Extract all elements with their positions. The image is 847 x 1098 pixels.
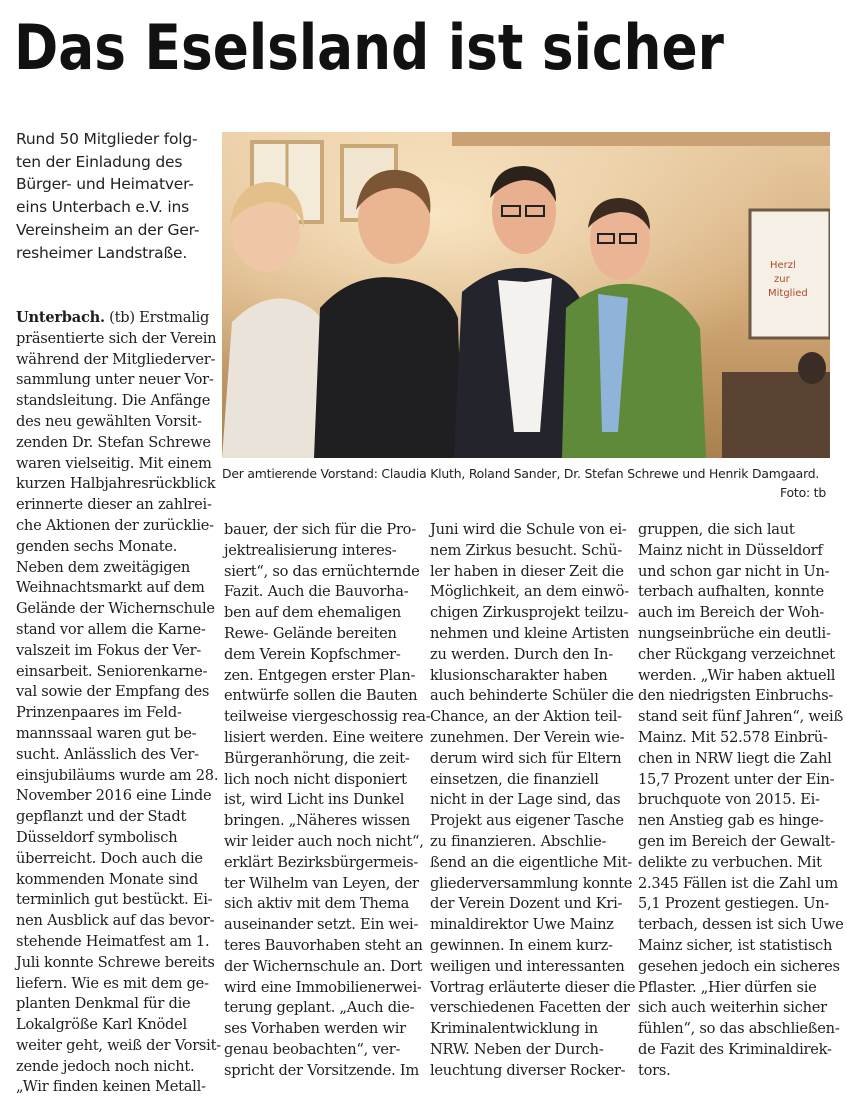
column-line: NRW. Neben der Durch- xyxy=(430,1040,604,1058)
article-column-2 xyxy=(224,520,431,1082)
dateline: Unterbach. xyxy=(16,309,105,326)
column-line: auseinander setzt. Ein wei- xyxy=(224,916,419,934)
column-line: überreicht. Doch auch die xyxy=(16,849,203,867)
column-line: sucht. Anlässlich des Ver- xyxy=(16,745,199,763)
column-line: nehmen und kleine Artisten xyxy=(430,624,630,642)
column-line: gesehen jedoch ein sicheres xyxy=(638,957,840,975)
article-column-3 xyxy=(430,520,636,1082)
group-photo xyxy=(222,132,830,458)
column-line: einsarbeit. Seniorenkarne- xyxy=(16,662,208,680)
column-line: weiter geht, weiß der Vorsit- xyxy=(16,1036,221,1054)
column-line: dem Verein Kopfschmer- xyxy=(224,645,401,663)
column-line: einsetzen, die finanziell xyxy=(430,770,599,788)
column-line: valszeit im Fokus der Ver- xyxy=(16,641,202,659)
column-line: Juli konnte Schrewe bereits xyxy=(16,953,215,971)
column-line: standsleitung. Die Anfänge xyxy=(16,392,211,410)
column-line: Mainz. Mit 52.578 Einbrü- xyxy=(638,728,828,746)
column-line: Rund 50 Mitglieder folg- xyxy=(16,130,198,148)
column-line: Juni wird die Schule von ei- xyxy=(430,521,627,538)
column-line: eins Unterbach e.V. ins xyxy=(16,198,189,217)
headline: Das Eselsland ist sicher xyxy=(14,11,724,84)
column-line: nicht in der Lage sind, das xyxy=(430,791,621,809)
slide-text-3: Mitglied xyxy=(768,288,808,299)
column-line: auch behinderte Schüler die xyxy=(430,687,634,705)
column-line: tors. xyxy=(638,1061,671,1079)
column-line: wir leider auch noch nicht“, xyxy=(224,832,424,850)
photo-caption xyxy=(222,464,830,502)
column-line: ter Wilhelm van Leyen, der xyxy=(224,874,419,892)
column-line: „Wir finden keinen Metall- xyxy=(16,1078,206,1096)
column-line: Mainz nicht in Düsseldorf xyxy=(638,541,823,559)
column-line: 2.345 Fällen ist die Zahl um xyxy=(638,874,838,892)
column-line: des neu gewählten Vorsit- xyxy=(16,412,202,430)
column-line: planten Denkmal für die xyxy=(16,995,191,1013)
column-line: terbach, dessen ist sich Uwe xyxy=(638,916,844,934)
column-line: entwürfe sollen die Bauten xyxy=(224,687,418,705)
column-line: derum wird sich für Eltern xyxy=(430,749,622,767)
column-line: fühlen“, so das abschließen- xyxy=(638,1020,840,1038)
column-line: Projekt aus eigener Tasche xyxy=(430,812,624,830)
column-line: teilweise viergeschossig rea- xyxy=(224,708,431,726)
column-line: Prinzenpaares im Feld- xyxy=(16,704,182,722)
column-line: zenden Dr. Stefan Schrewe xyxy=(16,433,211,451)
column-line: bruchquote von 2015. Ei- xyxy=(638,791,820,809)
column-line: Rewe- Gelände bereiten xyxy=(224,624,397,642)
column-line: stand seit fünf Jahren“, weiß xyxy=(638,708,843,726)
column-line: delikte zu verbuchen. Mit xyxy=(638,853,822,871)
column-line: Vereinsheim an der Ger- xyxy=(16,220,200,239)
column-line: kommenden Monate sind xyxy=(16,870,198,888)
column-line: Chance, an der Aktion teil- xyxy=(430,708,622,726)
column-line: resheimer Landstraße. xyxy=(16,243,188,262)
column-line: stehende Heimatfest am 1. xyxy=(16,932,210,950)
column-line: gewinnen. In einem kurz- xyxy=(430,936,613,954)
column-line: ler haben in dieser Zeit die xyxy=(430,562,624,580)
column-line: teres Bauvorhaben steht an xyxy=(224,936,423,954)
column-line: sich auch weiterhin sicher xyxy=(638,999,827,1017)
photo-illustration xyxy=(222,132,830,458)
column-line: nen Anstieg gab es hinge- xyxy=(638,812,824,830)
column-line: 5,1 Prozent gestiegen. Un- xyxy=(638,895,830,913)
column-line: (tb) Erstmalig xyxy=(104,309,210,326)
column-line: zu finanzieren. Abschlie- xyxy=(430,832,607,850)
column-line: gen im Bereich der Gewalt- xyxy=(638,832,836,850)
column-line: ten der Einladung des xyxy=(16,152,183,171)
column-line: che Aktionen der zurücklie- xyxy=(16,516,214,534)
column-line: während der Mitgliederver- xyxy=(16,350,216,368)
column-line: Vortrag erläuterte dieser die xyxy=(430,978,636,996)
column-line: Lokalgröße Karl Knödel xyxy=(16,1016,187,1034)
column-line: auch im Bereich der Woh- xyxy=(638,604,825,622)
column-line: ben auf dem ehemaligen xyxy=(224,604,402,622)
column-line: bringen. „Näheres wissen xyxy=(224,812,411,830)
column-line: zunehmen. Der Verein wie- xyxy=(430,728,625,746)
column-line: Fazit. Auch die Bauvorha- xyxy=(224,583,409,601)
column-line: lisiert werden. Eine weitere xyxy=(224,728,424,746)
column-line: Pflaster. „Hier dürfen sie xyxy=(638,978,817,996)
column-line: chen in NRW liegt die Zahl xyxy=(638,749,832,767)
column-line: lich noch nicht disponiert xyxy=(224,770,407,788)
column-line: zende jedoch noch nicht. xyxy=(16,1057,195,1075)
column-line: zen. Entgegen erster Plan- xyxy=(224,666,416,684)
column-line: werden. „Wir haben aktuell xyxy=(638,666,836,684)
column-line: ses Vorhaben werden wir xyxy=(224,1020,406,1038)
column-line: präsentierte sich der Verein xyxy=(16,329,217,347)
column-line: der Verein Dozent und Kri- xyxy=(430,895,623,913)
column-line: einsjubiläums wurde am 28. xyxy=(16,766,219,784)
column-line: der Wichernschule an. Dort xyxy=(224,957,423,975)
lead-paragraph xyxy=(16,128,214,264)
column-line: erklärt Bezirksbürgermeis- xyxy=(224,853,419,871)
column-line: siert“, so das ernüchternde xyxy=(224,562,420,580)
column-line: Möglichkeit, an dem einwö- xyxy=(430,583,629,601)
column-line: Neben dem zweitägigen xyxy=(16,558,191,576)
column-line: jektrealisierung interes- xyxy=(224,541,397,559)
column-line: terminlich gut bestückt. Ei- xyxy=(16,891,213,909)
column-line: ist, wird Licht ins Dunkel xyxy=(224,791,405,809)
column-line: nungseinbrüche ein deutli- xyxy=(638,624,831,642)
column-line: weiligen und interessanten xyxy=(430,957,625,975)
column-line: erinnerte dieser an zahlrei- xyxy=(16,496,212,514)
column-line: Weihnachtsmarkt auf dem xyxy=(16,579,205,597)
column-line: chigen Zirkusprojekt teilzu- xyxy=(430,604,629,622)
column-line: mannssaal waren gut be- xyxy=(16,724,197,742)
column-line: November 2016 eine Linde xyxy=(16,787,212,805)
column-line: Kriminalentwicklung in xyxy=(430,1020,598,1038)
column-line: Gelände der Wichernschule xyxy=(16,600,215,618)
column-line: 15,7 Prozent unter der Ein- xyxy=(638,770,835,788)
column-line: genden sechs Monate. xyxy=(16,537,178,555)
column-line: zu werden. Durch den In- xyxy=(430,645,613,663)
column-line: gruppen, die sich laut xyxy=(638,521,795,538)
column-line: und schon gar nicht in Un- xyxy=(638,562,830,580)
slide-text-2: zur xyxy=(774,274,790,285)
column-line: bauer, der sich für die Pro- xyxy=(224,521,416,538)
column-line: liefern. Wie es mit dem ge- xyxy=(16,974,209,992)
column-line: genau beobachten“, ver- xyxy=(224,1040,401,1058)
article-column-1 xyxy=(16,308,221,1098)
column-line: cher Rückgang verzeichnet xyxy=(638,645,835,663)
column-line: sich aktiv mit dem Thema xyxy=(224,895,410,913)
column-line: stand vor allem die Karne- xyxy=(16,620,206,638)
slide-text-1: Herzl xyxy=(770,260,796,271)
column-line: val sowie der Empfang des xyxy=(16,683,210,701)
column-line: Düsseldorf symbolisch xyxy=(16,828,178,846)
caption-text: Der amtierende Vorstand: Claudia Kluth, Roland Sander, Dr. Stefan Schrewe und Henrik Damgaard. xyxy=(222,466,820,481)
column-line: den niedrigsten Einbruchs- xyxy=(638,687,834,705)
column-line: gepflanzt und der Stadt xyxy=(16,808,187,826)
column-line: nem Zirkus besucht. Schü- xyxy=(430,541,622,559)
column-line: verschiedenen Facetten der xyxy=(430,999,630,1017)
column-line: kurzen Halbjahresrückblick xyxy=(16,475,216,493)
column-line: ßend an die eigentliche Mit- xyxy=(430,853,632,871)
column-line: spricht der Vorsitzende. Im xyxy=(224,1061,419,1079)
column-line: klusionscharakter haben xyxy=(430,666,608,684)
column-line: wird eine Immobilienerwei- xyxy=(224,978,422,996)
column-line: Bürgeranhörung, die zeit- xyxy=(224,749,410,767)
column-line: de Fazit des Kriminaldirek- xyxy=(638,1040,832,1058)
photo-credit: Foto: tb xyxy=(780,485,826,500)
column-line: terung geplant. „Auch die- xyxy=(224,999,415,1017)
column-line: gliederversammlung konnte xyxy=(430,874,633,892)
column-line: waren vielseitig. Mit einem xyxy=(16,454,212,472)
article-column-4 xyxy=(638,520,844,1082)
column-line: minaldirektor Uwe Mainz xyxy=(430,916,614,934)
column-line: Mainz sicher, ist statistisch xyxy=(638,936,833,954)
column-line: nen Ausblick auf das bevor- xyxy=(16,912,215,930)
column-line: terbach aufhalten, konnte xyxy=(638,583,824,601)
column-line: sammlung unter neuer Vor- xyxy=(16,371,214,389)
column-line: leuchtung diverser Rocker- xyxy=(430,1061,626,1079)
column-line: Bürger- und Heimatver- xyxy=(16,175,194,194)
